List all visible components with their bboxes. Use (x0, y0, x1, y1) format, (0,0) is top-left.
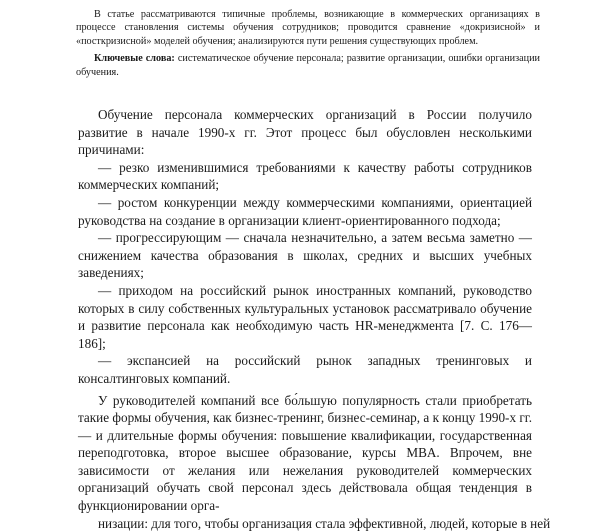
article-body (78, 106, 551, 532)
reason-item-3: — прогрессирующим — сначала незначительно, а затем весьма заметно — снижением качества образования в школах, средних и высших учебных заведениях; (78, 230, 532, 281)
reason-item-1: — резко изменившимися требованиями к качеству работы сотрудников коммерческих компаний; (78, 159, 532, 193)
abstract-text: В статье рассматриваются типичные проблемы, возникающие в коммерческих организациях в процессе становления системы обучения сотрудников; проводится сравнение «докризисной» и «посткризисной» моделей обучения; анализируются пути решения существующих проблем. (76, 9, 540, 47)
keywords-text: систематическое обучение персонала; развитие организации, ошибки организации обучения. (76, 53, 540, 78)
reason-item-2: — ростом конкуренции между коммерческими компаниями, ориентацией руководства на создание в организации клиент-ориентированного подхода; (78, 194, 532, 228)
paragraph-2-continuation: низации: для того, чтобы организация стала эффективной, людей, которые в ней (98, 515, 551, 531)
reason-item-5: — экспансией на российский рынок западных тренинговых и консалтинговых компаний. (78, 353, 532, 386)
keywords-paragraph (76, 52, 540, 79)
reason-item-4: — приходом на российский рынок иностранных компаний, руководство которых в силу собственных культуральных установок рассматривало обучение и развитие персонала как необходимую часть HR-менеджмента [7. С. 176—186]; (78, 282, 532, 351)
paragraph-2: У руководителей компаний все бо́льшую популярность стали приобретать такие формы обучения, как бизнес-тренинг, бизнес-семинар, а к концу 1990-х гг. — и длительные формы обучения: повышение квалификации, государственная переподготовка, второе высшее образование, курсы MBA. Впрочем, вне зависимости от желания или нежелания руководителей коммерческих организаций обучать свой персонал здесь действовала общая тенденция в функционировании орга- (78, 392, 532, 514)
abstract-block (76, 8, 540, 79)
keywords-label: Ключевые слова: (94, 53, 175, 65)
intro-paragraph: Обучение персонала коммерческих организаций в России получило развитие в начале 1990-х гг. Этот процесс был обусловлен несколькими причинами: (78, 107, 532, 158)
